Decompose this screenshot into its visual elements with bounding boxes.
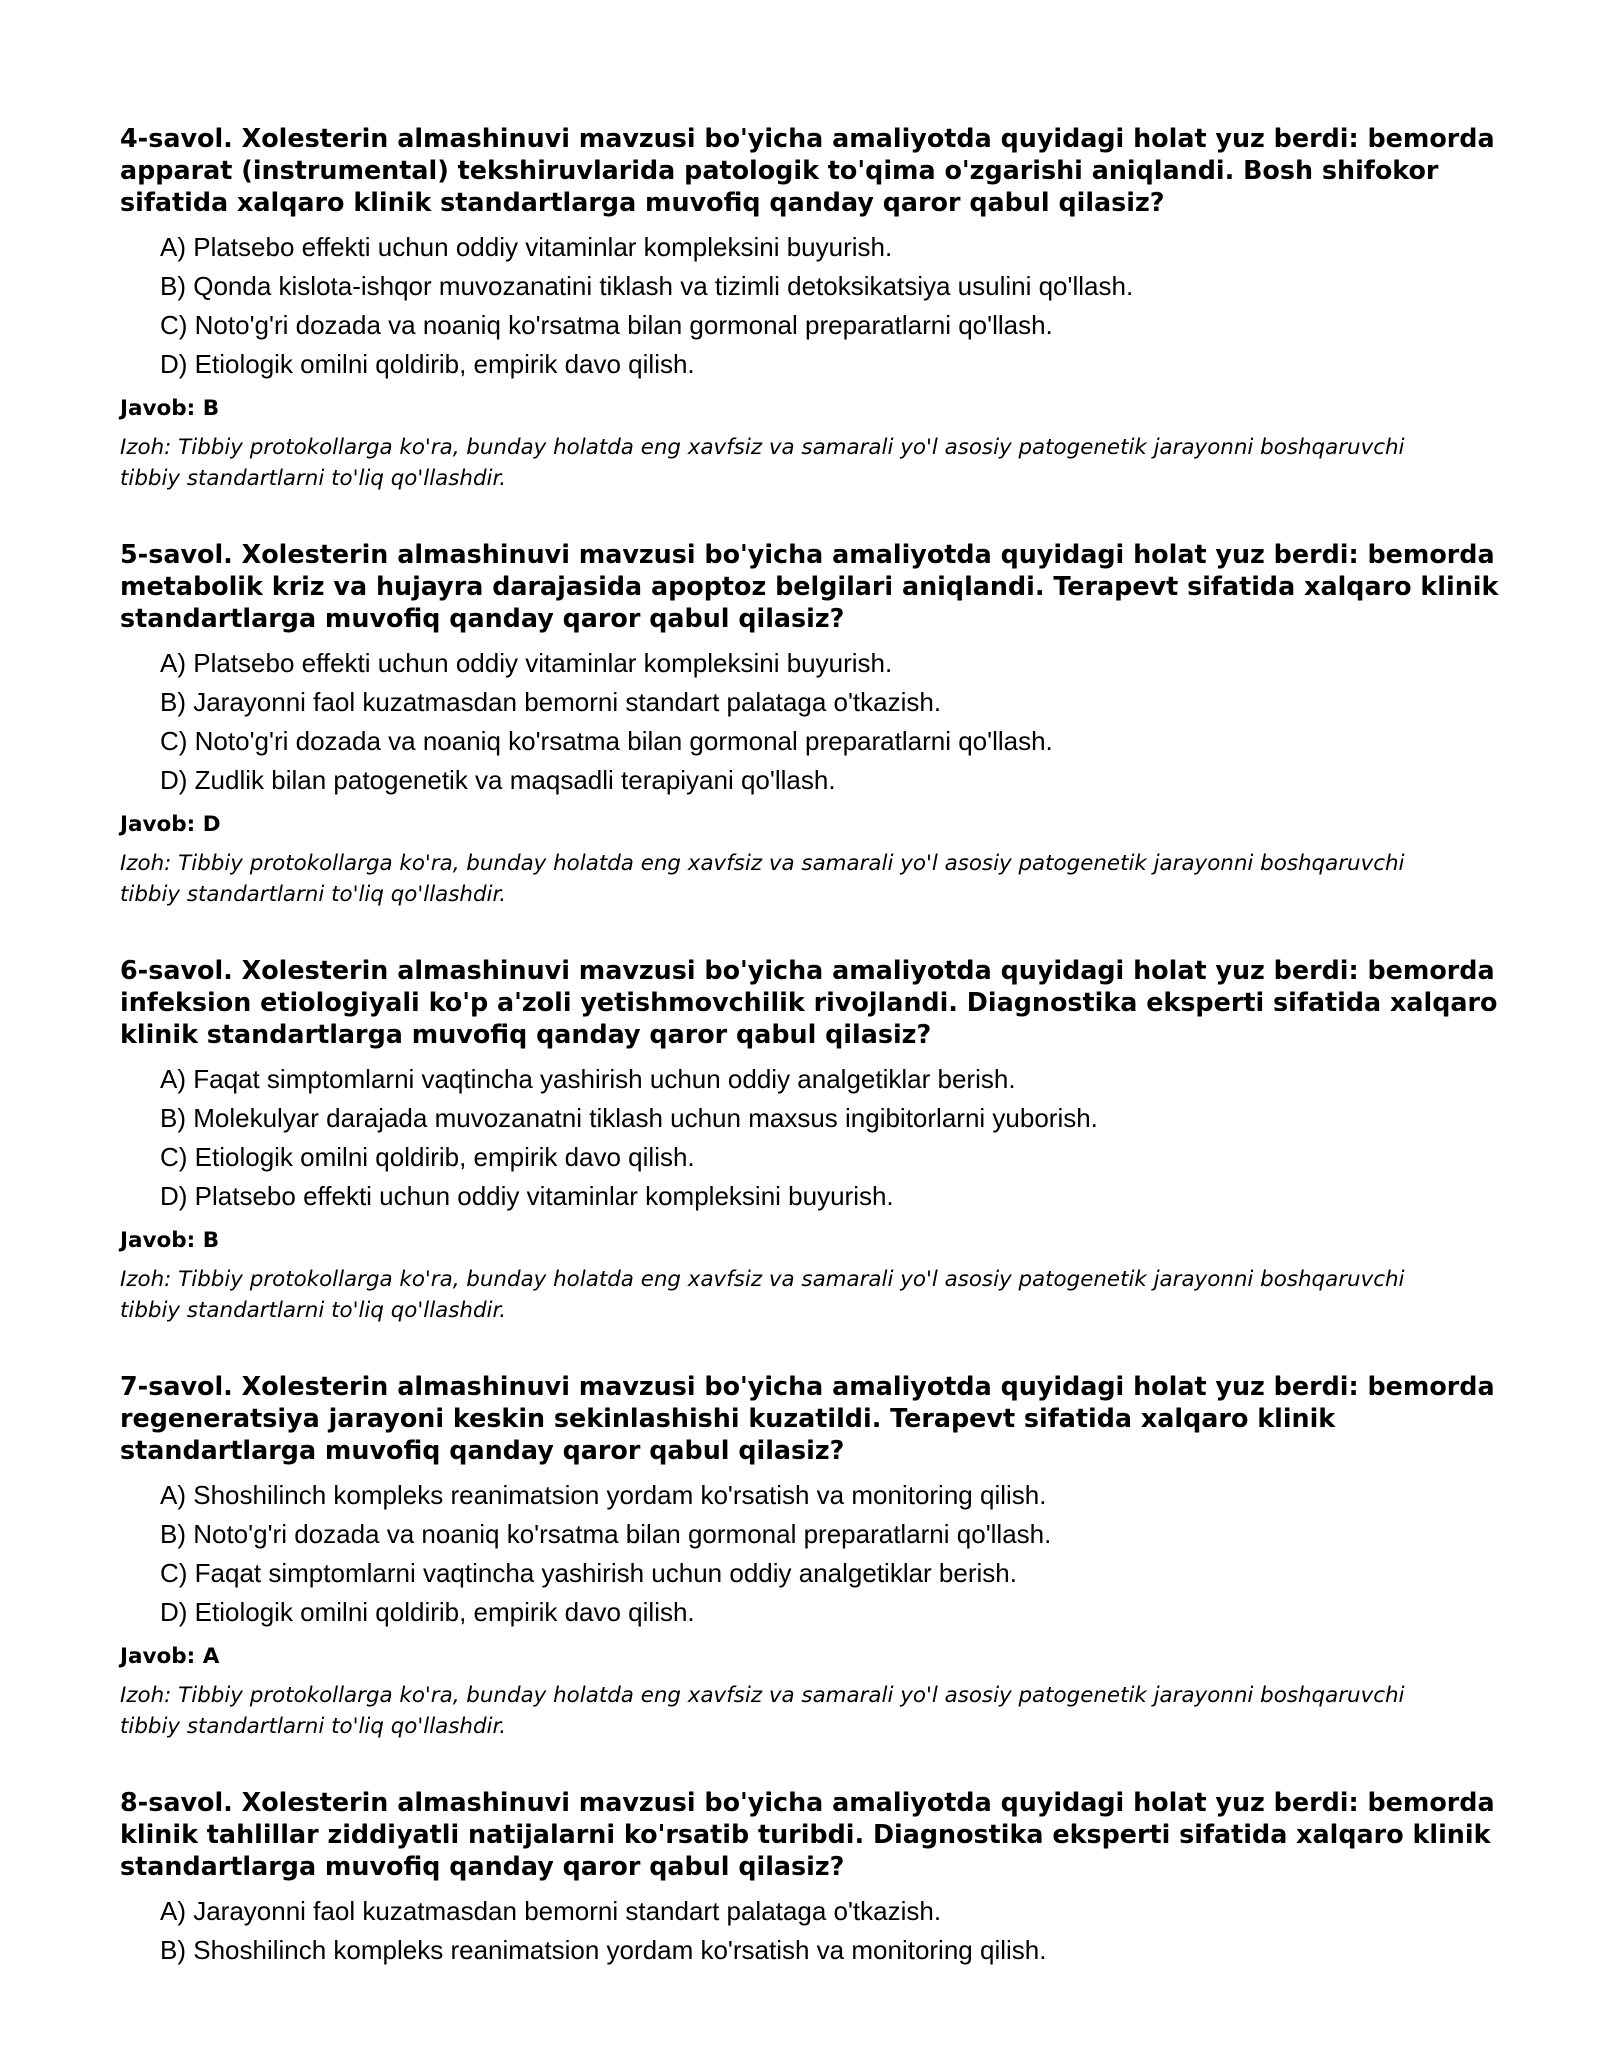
answer-option: C) Noto'g'ri dozada va noaniq ko'rsatma bilan gormonal preparatlarni qo'llash. [160,310,1053,340]
answer-option: A) Platsebo effekti uchun oddiy vitaminlar kompleksini buyurish. [160,648,893,678]
answer-option: A) Faqat simptomlarni vaqtincha yashirish uchun oddiy analgetiklar berish. [160,1064,1016,1094]
question-block [120,122,1500,494]
answer-option: B) Noto'g'ri dozada va noaniq ko'rsatma bilan gormonal preparatlarni qo'llash. [160,1519,1052,1549]
answer-option: B) Qonda kislota-ishqor muvozanatini tiklash va tizimli detoksikatsiya usulini qo'llash. [160,271,1134,301]
answer-options [120,228,1500,384]
explanation-note: Izoh: Tibbiy protokollarga ko'ra, bunday holatda eng xavfsiz va samarali yo'l asosiy patogenetik jarayonni boshqaruvchi tibbiy standartlarni to'liq qo'llashdir. [120,435,1405,491]
question-text: 4-savol. Xolesterin almashinuvi mavzusi bo'yicha amaliyotda quyidagi holat yuz berdi: bemorda apparat (instrumental) tekshiruvlarida patologik to'qima o'zgarishi aniqlandi. Bosh shifokor sifatida xalqaro klinik standartlarga muvofiq qanday qaror qabul qilasiz? [120,123,1495,217]
question-block [120,1786,1500,1970]
question-block [120,954,1500,1326]
answer-option: C) Faqat simptomlarni vaqtincha yashirish uchun oddiy analgetiklar berish. [160,1558,1017,1588]
answer-key: Javob: D [120,812,221,837]
answer-option: B) Shoshilinch kompleks reanimatsion yordam ko'rsatish va monitoring qilish. [160,1935,1047,1965]
answer-option: A) Shoshilinch kompleks reanimatsion yordam ko'rsatish va monitoring qilish. [160,1480,1047,1510]
answer-option: C) Etiologik omilni qoldirib, empirik davo qilish. [160,1142,695,1172]
question-text: 8-savol. Xolesterin almashinuvi mavzusi bo'yicha amaliyotda quyidagi holat yuz berdi: bemorda klinik tahlillar ziddiyatli natijalarni ko'rsatib turibdi. Diagnostika eksperti sifatida xalqaro klinik standartlarga muvofiq qanday qaror qabul qilasiz? [120,1787,1495,1881]
answer-option: B) Jarayonni faol kuzatmasdan bemorni standart palataga o'tkazish. [160,687,942,717]
answer-key: Javob: B [120,396,220,421]
answer-options [120,644,1500,800]
explanation-note: Izoh: Tibbiy protokollarga ko'ra, bunday holatda eng xavfsiz va samarali yo'l asosiy patogenetik jarayonni boshqaruvchi tibbiy standartlarni to'liq qo'llashdir. [120,1683,1405,1739]
answer-option: D) Platsebo effekti uchun oddiy vitaminlar kompleksini buyurish. [160,1181,894,1211]
answer-option: D) Etiologik omilni qoldirib, empirik davo qilish. [160,349,695,379]
question-text: 7-savol. Xolesterin almashinuvi mavzusi bo'yicha amaliyotda quyidagi holat yuz berdi: bemorda regeneratsiya jarayoni keskin sekinlashishi kuzatildi. Terapevt sifatida xalqaro klinik standartlarga muvofiq qanday qaror qabul qilasiz? [120,1371,1495,1465]
answer-option: D) Etiologik omilni qoldirib, empirik davo qilish. [160,1597,695,1627]
explanation-note: Izoh: Tibbiy protokollarga ko'ra, bunday holatda eng xavfsiz va samarali yo'l asosiy patogenetik jarayonni boshqaruvchi tibbiy standartlarni to'liq qo'llashdir. [120,851,1405,907]
answer-option: D) Zudlik bilan patogenetik va maqsadli terapiyani qo'llash. [160,765,836,795]
answer-options [120,1892,1500,1970]
document-page [120,122,1500,2014]
question-block [120,538,1500,910]
answer-option: A) Platsebo effekti uchun oddiy vitaminlar kompleksini buyurish. [160,232,893,262]
answer-option: B) Molekulyar darajada muvozanatni tiklash uchun maxsus ingibitorlarni yuborish. [160,1103,1098,1133]
answer-key: Javob: A [120,1644,220,1669]
answer-options [120,1476,1500,1632]
answer-option: C) Noto'g'ri dozada va noaniq ko'rsatma bilan gormonal preparatlarni qo'llash. [160,726,1053,756]
answer-option: A) Jarayonni faol kuzatmasdan bemorni standart palataga o'tkazish. [160,1896,942,1926]
question-text: 5-savol. Xolesterin almashinuvi mavzusi bo'yicha amaliyotda quyidagi holat yuz berdi: bemorda metabolik kriz va hujayra darajasida apoptoz belgilari aniqlandi. Terapevt sifatida xalqaro klinik standartlarga muvofiq qanday qaror qabul qilasiz? [120,539,1499,633]
explanation-note: Izoh: Tibbiy protokollarga ko'ra, bunday holatda eng xavfsiz va samarali yo'l asosiy patogenetik jarayonni boshqaruvchi tibbiy standartlarni to'liq qo'llashdir. [120,1267,1405,1323]
answer-options [120,1060,1500,1216]
question-text: 6-savol. Xolesterin almashinuvi mavzusi bo'yicha amaliyotda quyidagi holat yuz berdi: bemorda infeksion etiologiyali ko'p a'zoli yetishmovchilik rivojlandi. Diagnostika eksperti sifatida xalqaro klinik standartlarga muvofiq qanday qaror qabul qilasiz? [120,955,1498,1049]
question-block [120,1370,1500,1742]
answer-key: Javob: B [120,1228,220,1253]
